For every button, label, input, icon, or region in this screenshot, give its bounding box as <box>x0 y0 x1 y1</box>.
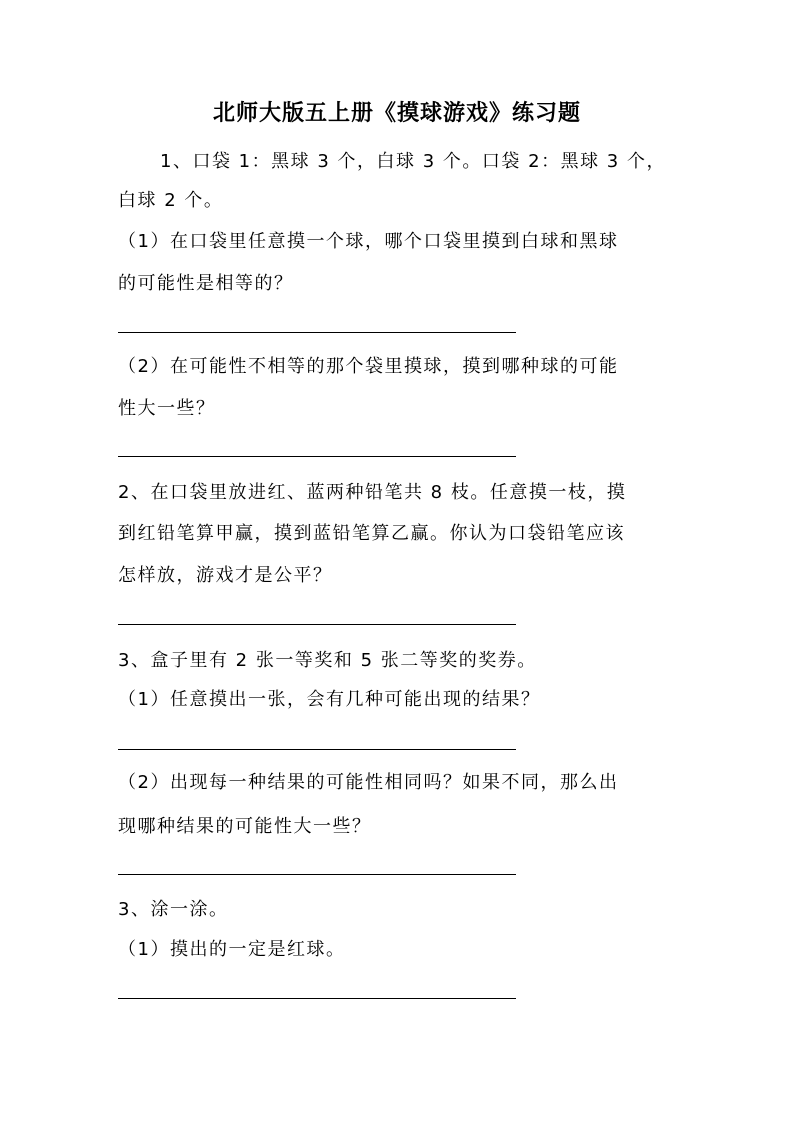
q2-line-1: 2、在口袋里放进红、蓝两种铅笔共 8 枝。任意摸一枝，摸 <box>118 482 627 503</box>
q3-part1-line-1: （1）任意摸出一张，会有几种可能出现的结果？ <box>118 689 541 710</box>
q1-line-1: 1、口袋 1：黑球 3 个，白球 3 个。口袋 2：黑球 3 个， <box>160 151 666 172</box>
q2-line-3: 怎样放，游戏才是公平？ <box>118 565 333 586</box>
q4-part1-line-1: （1）摸出的一定是红球。 <box>118 939 346 960</box>
q1-part1-line-2: 的可能性是相等的？ <box>118 273 294 294</box>
q3-part2-line-2: 现哪种结果的可能性大一些？ <box>118 816 372 837</box>
q1-part1-line-1: （1）在口袋里任意摸一个球，哪个口袋里摸到白球和黑球 <box>118 231 619 252</box>
q3-part1-answer-line[interactable] <box>118 749 516 750</box>
q1-part2-line-1: （2）在可能性不相等的那个袋里摸球，摸到哪种球的可能 <box>118 356 619 377</box>
q1-part2-answer-line[interactable] <box>118 456 516 457</box>
q4-line-1: 3、涂一涂。 <box>118 899 229 920</box>
q1-part2-line-2: 性大一些？ <box>118 398 216 419</box>
q2-answer-line[interactable] <box>118 624 516 625</box>
q3-part2-line-1: （2）出现每一种结果的可能性相同吗？如果不同，那么出 <box>118 772 619 793</box>
q2-line-2: 到红铅笔算甲赢，摸到蓝铅笔算乙赢。你认为口袋铅笔应该 <box>118 523 625 544</box>
q1-line-2: 白球 2 个。 <box>118 190 224 211</box>
q4-part1-answer-line[interactable] <box>118 998 516 999</box>
q1-part1-answer-line[interactable] <box>118 332 516 333</box>
q3-line-1: 3、盒子里有 2 张一等奖和 5 张二等奖的奖券。 <box>118 650 537 671</box>
q3-part2-answer-line[interactable] <box>118 874 516 875</box>
worksheet-title: 北师大版五上册《摸球游戏》练习题 <box>212 101 581 126</box>
